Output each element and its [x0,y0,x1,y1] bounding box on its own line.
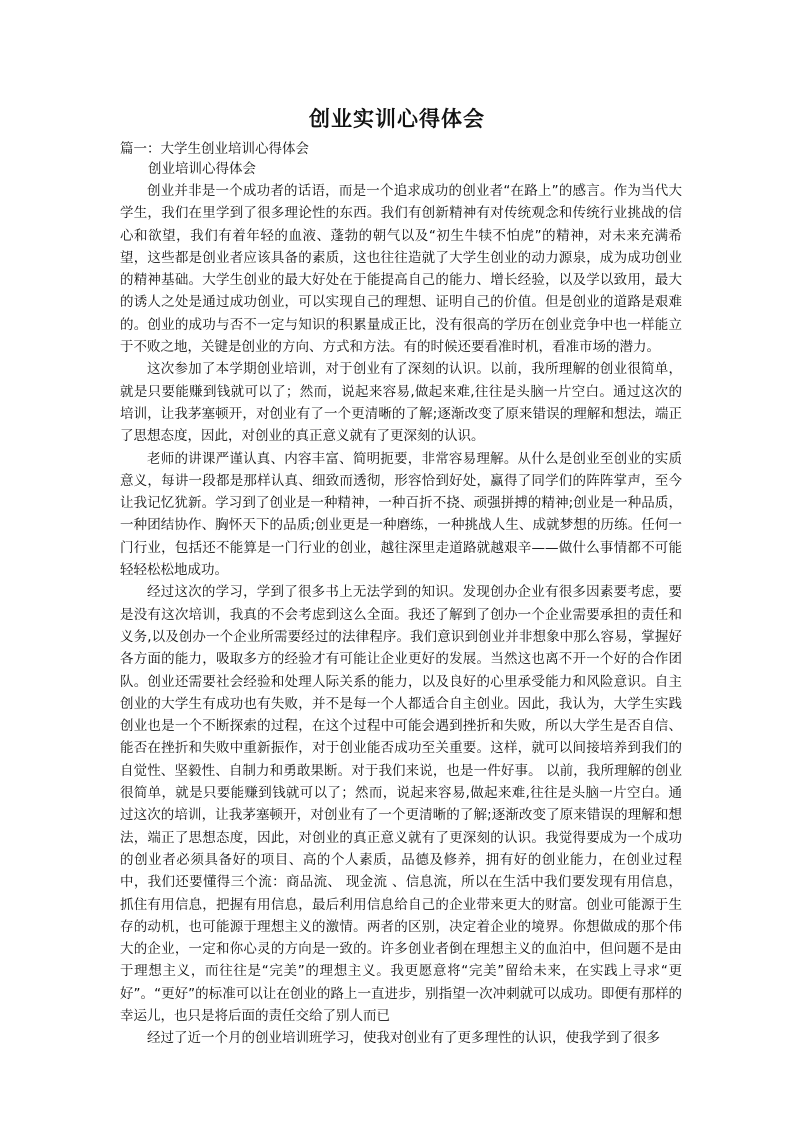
paragraph: 老师的讲课严谨认真、内容丰富、简明扼要，非常容易理解。从什么是创业至创业的实质意义，每讲一段都是那样认真、细致而透彻，形容恰到好处，赢得了同学们的阵阵掌声，至今让我记忆犹新。学习到了创业是一种精神，一种百折不挠、顽强拼搏的精神;创业是一种品质，一种团结协作、胸怀天下的品质;创业更是一种磨练，一种挑战人生、成就梦想的历练。任何一门行业，包括还不能算是一门行业的创业，越往深里走道路就越艰辛——做什么事情都不可能轻轻松松地成功。 [120,450,682,579]
paragraph: 经过这次的学习，学到了很多书上无法学到的知识。发现创办企业有很多因素要考虑，要是没有这次培训，我真的不会考虑到这么全面。我还了解到了创办一个企业需要承担的责任和义务,以及创办一个企业所需要经过的法律程序。我们意识到创业并非想象中那么容易，掌握好各方面的能力，吸取多方的经验才有可能让企业更好的发展。当然这也离不开一个好的合作团队。创业还需要社会经验和处理人际关系的能力，以及良好的心里承受能力和风险意识。自主创业的大学生有成功也有失败，并不是每一个人都适合自主创业。因此，我认为，大学生实践创业也是一个不断探索的过程，在这个过程中可能会遇到挫折和失败，所以大学生是否自信、能否在挫折和失败中重新振作，对于创业能否成功至关重要。这样，就可以间接培养到我们的自觉性、坚毅性、自制力和勇敢果断。对于我们来说，也是一件好事。 以前，我所理解的创业很简单，就是只要能赚到钱就可以了；然而，说起来容易,做起来难,往往是头脑一片空白。通过这次的培训，让我茅塞顿开，对创业有了一个更清晰的了解;逐渐改变了原来错误的理解和想法，端正了思想态度，因此，对创业的真正意义就有了更深刻的认识。我觉得要成为一个成功的创业者必须具备好的项目、高的个人素质，品德及修养，拥有好的创业能力，在创业过程中，我们还要懂得三个流：商品流、 现金流 、信息流，所以在生活中我们要发现有用信息，抓住有用信息，把握有用信息，最后利用信息给自己的企业带来更大的财富。创业可能源于生存的动机，也可能源于理想主义的激情。两者的区别，决定着企业的境界。你想做成的那个伟大的企业，一定和你心灵的方向是一致的。许多创业者倒在理想主义的血泊中，但问题不是由于理想主义，而往往是“完美”的理想主义。我更愿意将“完美”留给未来，在实践上寻求“更好”。“更好”的标准可以让在创业的路上一直进步，别指望一次冲刺就可以成功。即便有那样的幸运儿，也只是将后面的责任交给了别人而已 [120,584,682,1024]
paragraph: 这次参加了本学期创业培训，对于创业有了深刻的认识。以前，我所理解的创业很简单，就是只要能赚到钱就可以了；然而，说起来容易,做起来难,往往是头脑一片空白。通过这次的培训，让我茅塞顿开，对创业有了一个更清晰的了解;逐渐改变了原来错误的理解和想法，端正了思想态度，因此，对创业的真正意义就有了更深刻的认识。 [120,361,682,445]
paragraph: 经过了近一个月的创业培训班学习，使我对创业有了更多理性的认识，使我学到了很多 [147,1030,660,1047]
paragraph: 创业并非是一个成功者的话语，而是一个追求成功的创业者“在路上”的感言。作为当代大学生，我们在里学到了很多理论性的东西。我们有创新精神有对传统观念和传统行业挑战的信心和欲望，我们有着年轻的血液、蓬勃的朝气以及“初生牛犊不怕虎”的精神，对未来充满希望，这些都是创业者应该具备的素质，这也往往造就了大学生创业的动力源泉，成为成功创业的精神基础。大学生创业的最大好处在于能提高自己的能力、增长经验，以及学以致用，最大的诱人之处是通过成功创业，可以实现自己的理想、证明自己的价值。但是创业的道路是艰难的。创业的成功与否不一定与知识的积累量成正比，没有很高的学历在创业竞争中也一样能立于不败之地，关键是创业的方向、方式和方法。有的时候还要看准时机，看准市场的潜力。 [120,183,682,356]
document-body [120,180,682,1050]
section-subheading: 创业培训心得体会 [148,161,256,177]
document-title: 创业实训心得体会 [309,106,485,131]
section-heading: 篇一：大学生创业培训心得体会 [120,141,309,157]
